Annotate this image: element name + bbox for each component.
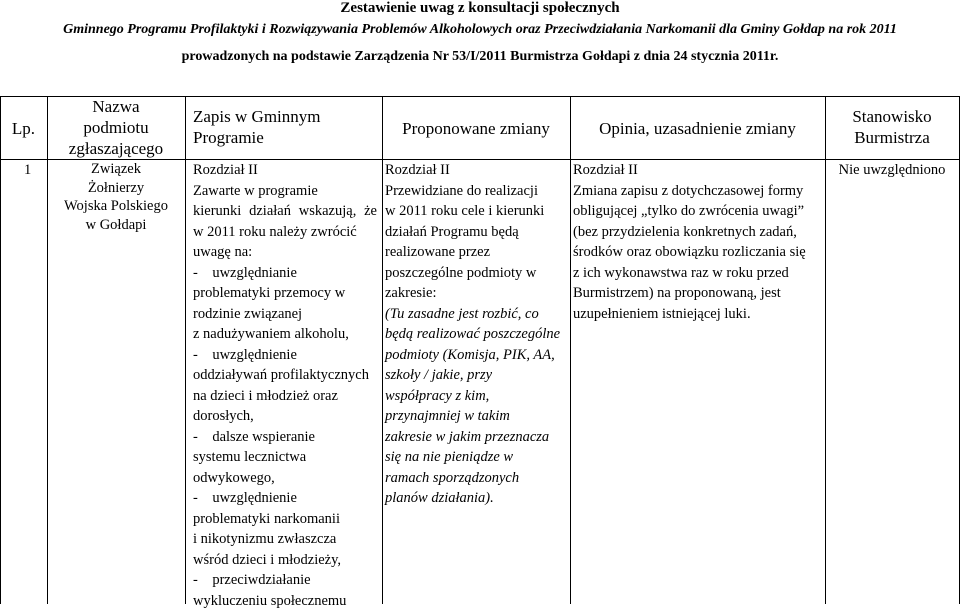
column-border [185,96,186,604]
header-program-entry: Zapis w Gminnym Programie [193,107,321,147]
ordinance-reference: prowadzonych na podstawie Zarządzenia Nr 53/I/2011 Burmistrza Gołdapi z dnia 24 stycznia 2011r. [181,49,779,64]
column-border [382,96,383,604]
entity-name: Związek Żołnierzy Wojska Polskiego w Gołdapi [64,161,168,233]
header-lp: Lp. [11,119,36,138]
header-opinion: Opinia, uzasadnienie zmiany [599,119,796,138]
column-border [0,96,1,604]
header-entity-name: Nazwa podmiotu zgłaszającego [68,97,164,158]
header-proposed-changes: Proponowane zmiany [402,119,550,138]
program-name: Gminnego Programu Profilaktyki i Rozwiązywania Problemów Alkoholowych oraz Przeciwdziałania Narkomanii dla Gminy Gołdap na rok 2011 [63,22,897,37]
proposed-changes-text: Rozdział II Przewidziane do realizacji w 2011 roku cele i kierunki działań Programu będą realizowane przez poszczególne podmioty w zakresie: (Tu zasadne jest rozbić, co będą realizować poszczególne podmioty (Komisja, PIK, AA, szkoły / jakie, przy współpracy z kim, przynajmniej w takim zakresie w jakim przeznacza się na nie pieniądze w ramach sporządzonych planów działania). [385,162,561,506]
mayor-decision: Nie uwzględniono [838,162,946,178]
column-border [570,96,571,604]
header-mayor-position: Stanowisko Burmistrza [852,107,932,147]
row-number: 1 [24,162,32,178]
document-title: Zestawienie uwag z konsultacji społecznych [340,0,620,16]
program-entry-text: Rozdział II Zawarte w programie kierunki działań wskazują, że w 2011 roku należy zwrócić uwagę na: - uwzględnianie problematyki przemocy w rodzinie związanej z nadużywaniem alkoholu, - uwzględnienie oddziaływań profilaktycznych na dzieci i młodzież oraz dorosłych, - dalsze wspieranie systemu lecznictwa odwykowego, - uwzględnienie problematyki narkomanii i nikotynizmu zwłaszcza wśród dzieci i młodzieży, - przeciwdziałanie wykluczeniu społecznemu [193,162,377,609]
opinion-text: Rozdział II Zmiana zapisu z dotychczasowej formy obligującej „tylko do zwrócenia uwagi” (bez przydzielenia konkretnych zadań, środków oraz obowiązku rozliczania się z ich wykonawstwa raz w roku przed Burmistrzem) na proponowaną, jest uzupełnieniem istniejącej luki. [573,162,806,322]
